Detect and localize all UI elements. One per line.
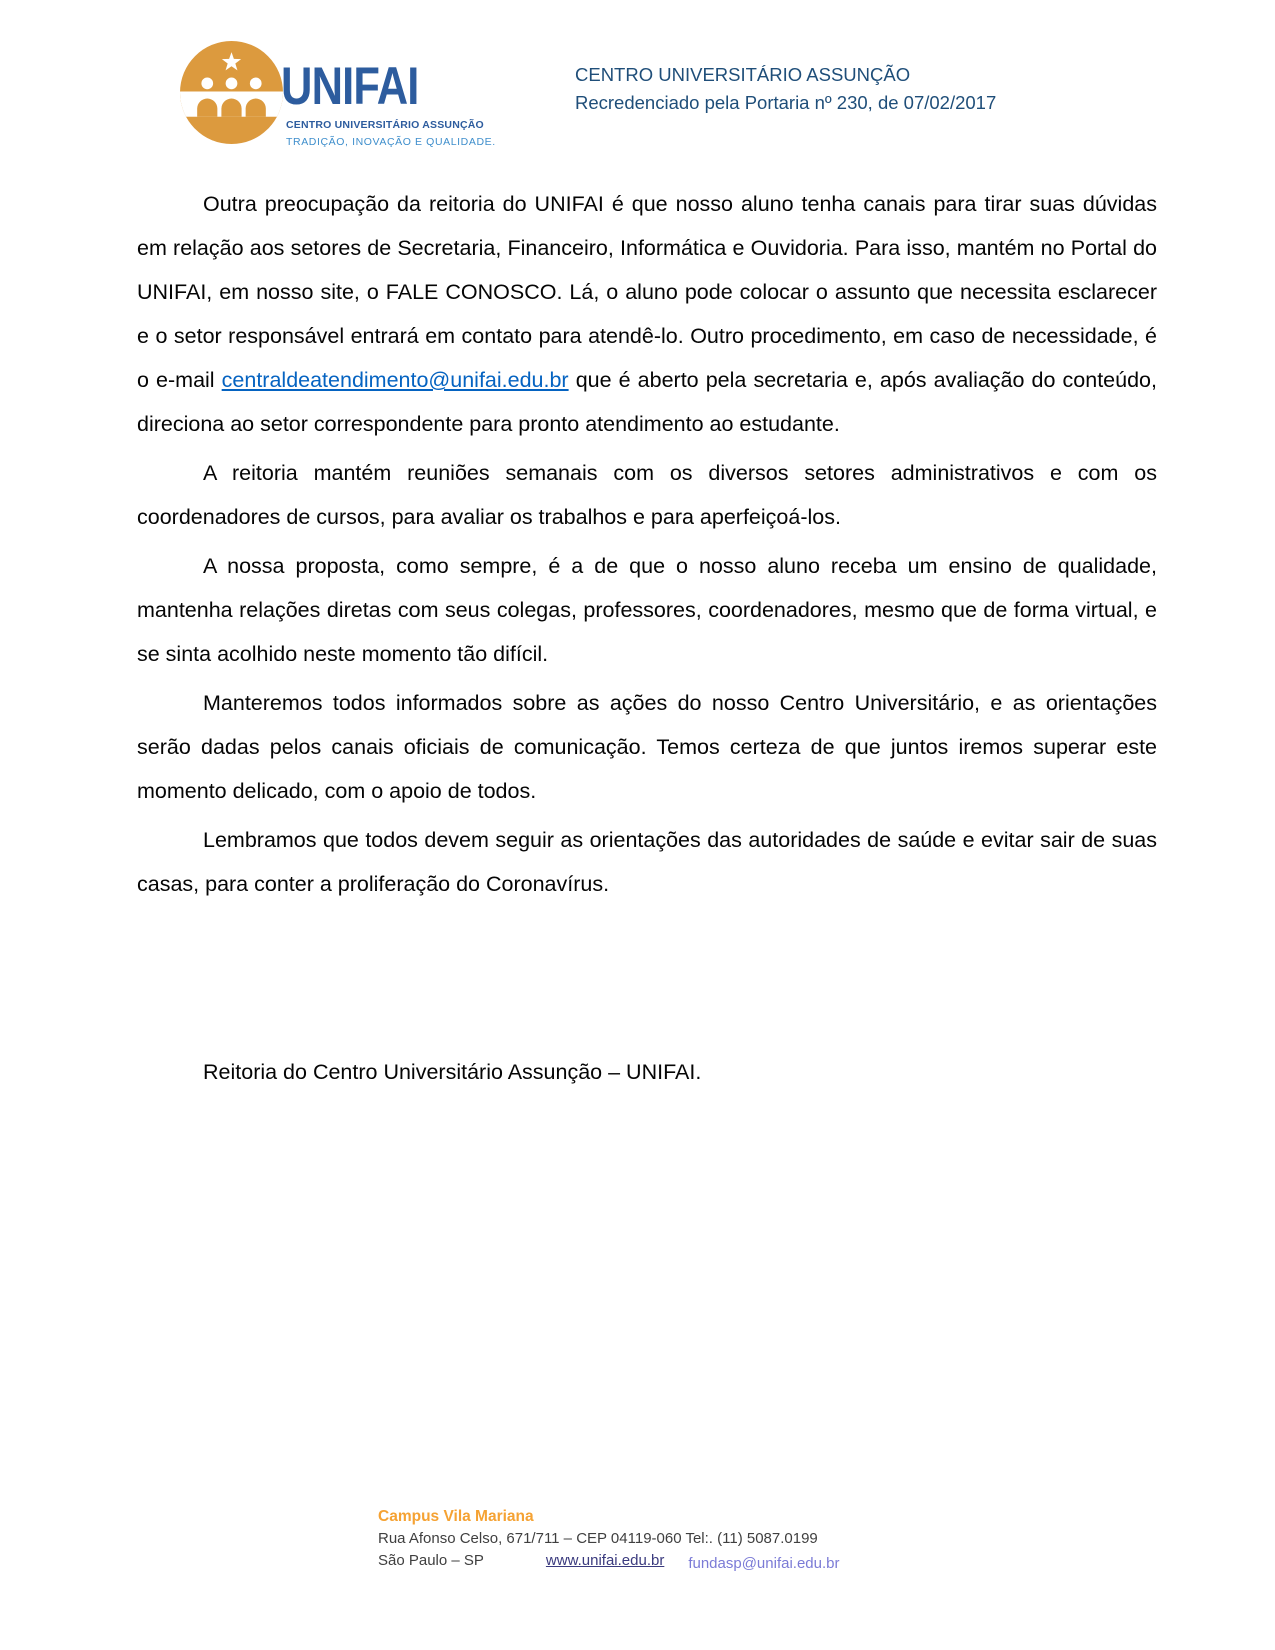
footer-city: São Paulo – SP	[378, 1552, 484, 1569]
page-footer	[378, 1506, 840, 1572]
footer-campus-title: Campus Vila Mariana	[378, 1508, 534, 1525]
footer-address: Rua Afonso Celso, 671/711 – CEP 04119-060 Tel:. (11) 5087.0199	[378, 1530, 818, 1547]
fundasp-email-link[interactable]: fundasp@unifai.edu.br	[688, 1555, 840, 1572]
footer-city-row	[378, 1550, 840, 1572]
letter-body	[137, 182, 1157, 911]
paragraph-4: Manteremos todos informados sobre as ações do nosso Centro Universitário, e as orientações serão dadas pelos canais oficiais de comunicação. Temos certeza de que juntos iremos superar este momento delicado, com o apoio de todos.	[137, 691, 1157, 803]
logo-acronym: UNIFAI	[281, 57, 419, 116]
logo-tagline: TRADIÇÃO, INOVAÇÃO E QUALIDADE.	[286, 136, 496, 148]
paragraph-5: Lembramos que todos devem seguir as orientações das autoridades de saúde e evitar sair de suas casas, para conter a proliferação do Coronavírus.	[137, 828, 1157, 896]
central-atendimento-email-link[interactable]: centraldeatendimento@unifai.edu.br	[221, 368, 569, 392]
letterhead-subtitle: Recredenciado pela Portaria nº 230, de 07/02/2017	[575, 92, 997, 113]
logo-institution-name: CENTRO UNIVERSITÁRIO ASSUNÇÃO	[286, 119, 484, 131]
closing-signature-line: Reitoria do Centro Universitário Assunção – UNIFAI.	[203, 1060, 702, 1084]
paragraph-2: A reitoria mantém reuniões semanais com os diversos setores administrativos e com os coordenadores de cursos, para avaliar os trabalhos e para aperfeiçoá-los.	[137, 461, 1157, 529]
paragraph-1-text-after-link: que é aberto pela secretaria e, após avaliação do conteúdo, direciona ao setor correspondente para pronto atendimento ao estudante.	[137, 368, 1157, 436]
paragraph-1	[137, 182, 1157, 446]
paragraph-3: A nossa proposta, como sempre, é a de que o nosso aluno receba um ensino de qualidade, mantenha relações diretas com seus colegas, professores, coordenadores, mesmo que de forma virtual, e se sinta acolhido neste momento tão difícil.	[137, 554, 1157, 666]
paragraph-1-text-before-link: Outra preocupação da reitoria do UNIFAI é que nosso aluno tenha canais para tirar suas dúvidas em relação aos setores de Secretaria, Financeiro, Informática e Ouvidoria. Para isso, mantém no Portal do UNIFAI, em nosso site, o FALE CONOSCO. Lá, o aluno pode colocar o assunto que necessita esclarecer e o setor responsável entrará em contato para atendê-lo. Outro procedimento, em caso de necessidade, é o e-mail	[137, 192, 1157, 392]
letterhead-title: CENTRO UNIVERSITÁRIO ASSUNÇÃO	[575, 64, 911, 85]
website-link[interactable]: www.unifai.edu.br	[545, 1552, 665, 1569]
unifai-emblem-icon	[180, 41, 283, 144]
